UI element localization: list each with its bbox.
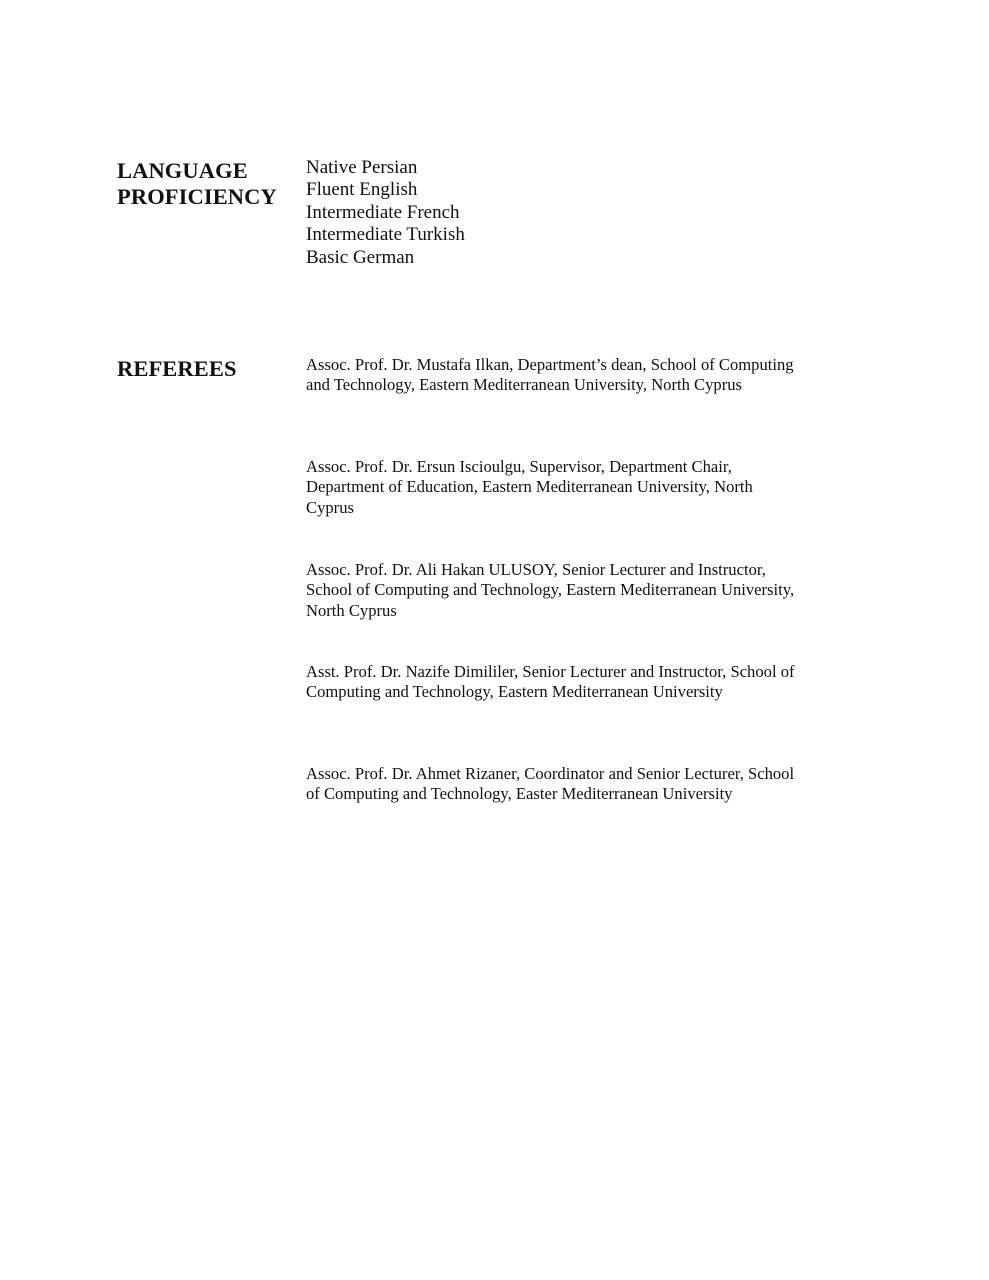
referee-entry: Assoc. Prof. Dr. Ali Hakan ULUSOY, Senior Lecturer and Instructor, School of Computing and Technology, Eastern Mediterranean University, North Cyprus: [306, 560, 795, 620]
referee-entry: Assoc. Prof. Dr. Mustafa Ilkan, Department’s dean, School of Computing and Technology, Eastern Mediterranean University, North Cyprus: [306, 355, 794, 395]
language-item: Fluent English: [306, 179, 418, 201]
language-item: Basic German: [306, 246, 415, 268]
language-item: Intermediate Turkish: [306, 224, 465, 246]
referee-entry: Assoc. Prof. Dr. Ersun Iscioulgu, Supervisor, Department Chair, Department of Education, Eastern Mediterranean University, North Cyprus: [306, 457, 753, 517]
referee-entry: Assoc. Prof. Dr. Ahmet Rizaner, Coordinator and Senior Lecturer, School of Computing and Technology, Easter Mediterranean University: [306, 764, 795, 804]
language-item: Intermediate French: [306, 201, 460, 223]
language-list: [306, 157, 465, 269]
referee-entry: Asst. Prof. Dr. Nazife Dimililer, Senior Lecturer and Instructor, School of Computing and Technology, Eastern Mediterranean University: [306, 662, 795, 702]
referees-heading: REFEREES: [117, 356, 237, 381]
language-item: Native Persian: [306, 157, 418, 178]
language-proficiency-heading: LANGUAGE PROFICIENCY: [117, 158, 277, 209]
